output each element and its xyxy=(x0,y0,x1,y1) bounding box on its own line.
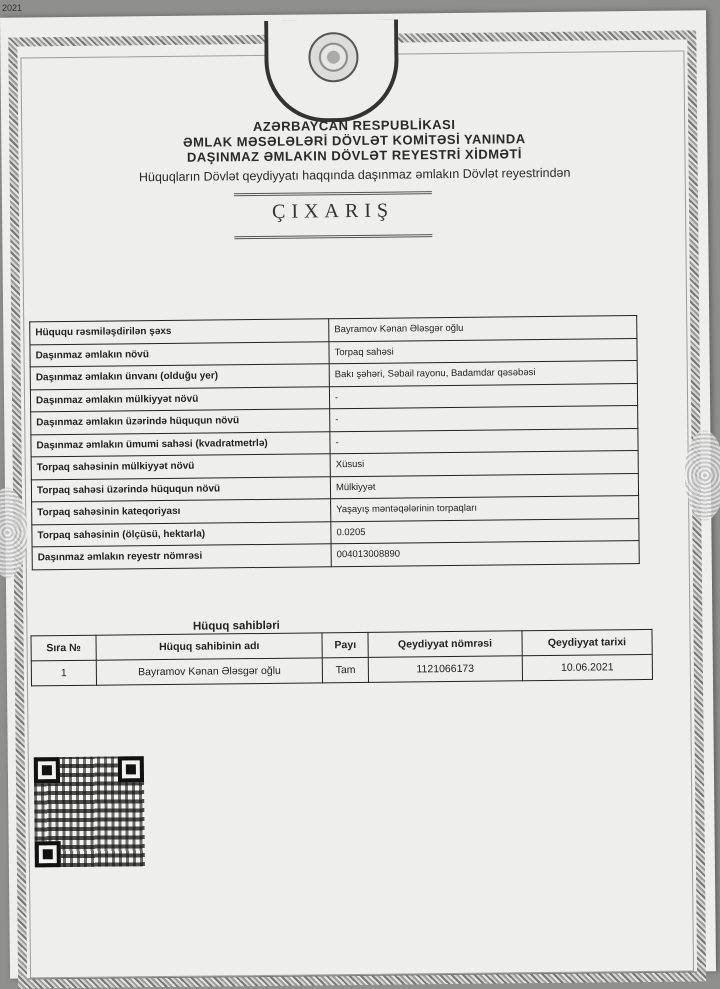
info-value: Mülkiyyət xyxy=(330,473,638,499)
info-label: Torpaq sahəsinin mülkiyyət növü xyxy=(31,454,330,480)
holders-table xyxy=(30,629,652,687)
holders-column-header: Payı xyxy=(322,632,368,657)
info-label: Torpaq sahəsi üzərində hüququn növü xyxy=(31,476,330,502)
info-label: Torpaq sahəsinin (ölçüsü, hektarla) xyxy=(32,521,331,547)
holders-title: Hüquq sahibləri xyxy=(192,619,280,633)
corner-date-fragment: 2021 xyxy=(2,3,23,13)
info-label: Daşınmaz əmlakın mülkiyyət növü xyxy=(30,386,329,412)
info-value: - xyxy=(330,406,638,432)
info-value: Yaşayış məntəqələrinin torpaqları xyxy=(331,496,639,522)
document-title: ÇIXARIŞ xyxy=(271,199,395,223)
info-label: Hüququ rəsmiləşdirilən şəxs xyxy=(30,319,329,345)
info-value: Bakı şəhəri, Səbail rayonu, Badamdar qəsəbəsi xyxy=(329,361,637,387)
holders-column-header: Qeydiyyat tarixi xyxy=(522,629,652,655)
info-value: 0.0205 xyxy=(331,518,639,544)
holders-column-header: Sıra № xyxy=(31,635,96,661)
info-label: Daşınmaz əmlakın ünvanı (olduğu yer) xyxy=(30,364,329,390)
info-label: Daşınmaz əmlakın növü xyxy=(30,341,329,367)
info-label: Daşınmaz əmlakın üzərində hüququn növü xyxy=(31,409,330,435)
info-label: Daşınmaz əmlakın ümumi sahəsi (kvadratmetrlə) xyxy=(31,431,330,457)
info-value: Torpaq sahəsi xyxy=(329,338,637,364)
holders-cell: Tam xyxy=(323,657,369,682)
info-label: Daşınmaz əmlakın reyestr nömrəsi xyxy=(32,544,331,570)
qr-code-icon xyxy=(34,756,145,867)
emblem-star-icon xyxy=(308,32,359,83)
holders-column-header: Qeydiyyat nömrəsi xyxy=(368,631,522,658)
holders-column-header: Hüquq sahibinin adı xyxy=(96,633,323,660)
info-value: Bayramov Kənan Ələsgər oğlu xyxy=(329,316,637,342)
document-page xyxy=(0,10,716,978)
info-value: - xyxy=(329,383,637,409)
holders-cell: Bayramov Kənan Ələsgər oğlu xyxy=(96,658,323,685)
property-info-table xyxy=(29,315,640,570)
header-committee: ƏMLAK MƏSƏLƏLƏRİ DÖVLƏT KOMİTƏSİ YANINDA xyxy=(183,131,526,150)
header-republic: AZƏRBAYCAN RESPUBLİKASI xyxy=(252,116,456,135)
holders-cell: 1 xyxy=(31,660,96,686)
header-subtitle: Hüquqların Dövlət qeydiyyatı haqqında daşınmaz əmlakın Dövlət reyestrindən xyxy=(138,165,571,185)
info-value: 004013008890 xyxy=(331,541,639,567)
header-service: DAŞINMAZ ƏMLAKIN DÖVLƏT REYESTRİ XİDMƏTİ xyxy=(186,146,523,165)
holders-cell: 1121066173 xyxy=(368,656,522,683)
info-label: Torpaq sahəsinin kateqoriyası xyxy=(32,499,331,525)
info-value: Xüsusi xyxy=(330,451,638,477)
info-value: - xyxy=(330,428,638,454)
holders-cell: 10.06.2021 xyxy=(522,654,652,680)
